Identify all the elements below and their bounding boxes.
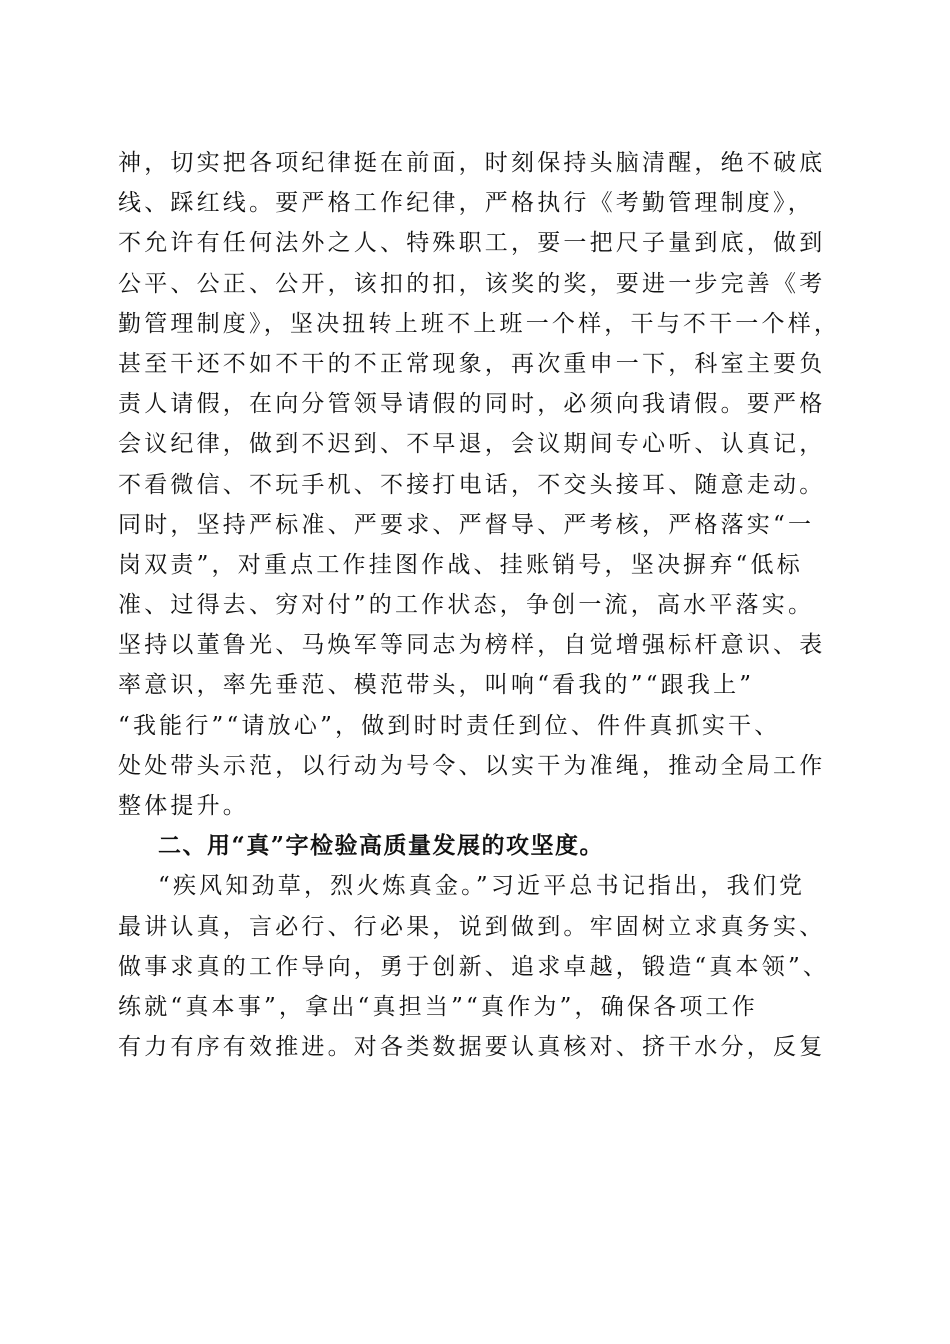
- text-line: 神，切实把各项纪律挺在前面，时刻保持头脑清醒，绝不破底: [118, 150, 826, 176]
- text-line: 整体提升。: [118, 793, 249, 819]
- text-line: 不允许有任何法外之人、特殊职工，要一把尺子量到底，做到: [118, 230, 826, 257]
- text-line: 准、过得去、穷对付”的工作状态，争创一流，高水平落实。: [118, 592, 815, 619]
- text-line: 处处带头示范，以行动为号令、以实干为准绳，推动全局工作: [118, 752, 826, 779]
- text-line: “疾风知劲草，烈火炼真金。”习近平总书记指出，我们党: [158, 873, 806, 900]
- text-line: 岗双责”，对重点工作挂图作战、挂账销号，坚决摒弃“低标: [118, 551, 803, 578]
- text-line: 练就“真本事”，拿出“真担当”“真作为”，确保各项工作: [118, 993, 758, 1020]
- text-line: 公平、公正、公开，该扣的扣，该奖的奖，要进一步完善《考: [118, 270, 826, 297]
- text-line: 坚持以董鲁光、马焕军等同志为榜样，自觉增强标杆意识、表: [118, 632, 826, 659]
- text-line: 做事求真的工作导向，勇于创新、追求卓越，锻造“真本领”、: [118, 953, 830, 980]
- text-line: 勤管理制度》，坚决扭转上班不上班一个样，干与不干一个样，: [118, 310, 841, 337]
- text-line: 同时，坚持严标准、严要求、严督导、严考核，严格落实“一: [118, 511, 815, 538]
- text-line: 有力有序有效推进。对各类数据要认真核对、挤干水分，反复: [118, 1034, 826, 1061]
- text-line: 不看微信、不玩手机、不接打电话，不交头接耳、随意走动。: [118, 471, 826, 498]
- section-heading: 二、用“真”字检验高质量发展的攻坚度。: [158, 832, 604, 860]
- text-line: 会议纪律，做到不迟到、不早退，会议期间专心听、认真记，: [118, 431, 826, 458]
- text-line: 最讲认真，言必行、行必果，说到做到。牢固树立求真务实、: [118, 913, 826, 940]
- text-line: 责人请假，在向分管领导请假的同时，必须向我请假。要严格: [118, 391, 826, 418]
- text-line: 甚至干还不如不干的不正常现象，再次重申一下，科室主要负: [118, 350, 826, 377]
- text-line: 率意识，率先垂范、模范带头，叫响“看我的”“跟我上”: [118, 672, 755, 699]
- text-line: “我能行”“请放心”，做到时时责任到位、件件真抓实干、: [118, 712, 781, 739]
- document-body: [118, 143, 858, 1067]
- text-line: 线、踩红线。要严格工作纪律，严格执行《考勤管理制度》，: [118, 190, 814, 217]
